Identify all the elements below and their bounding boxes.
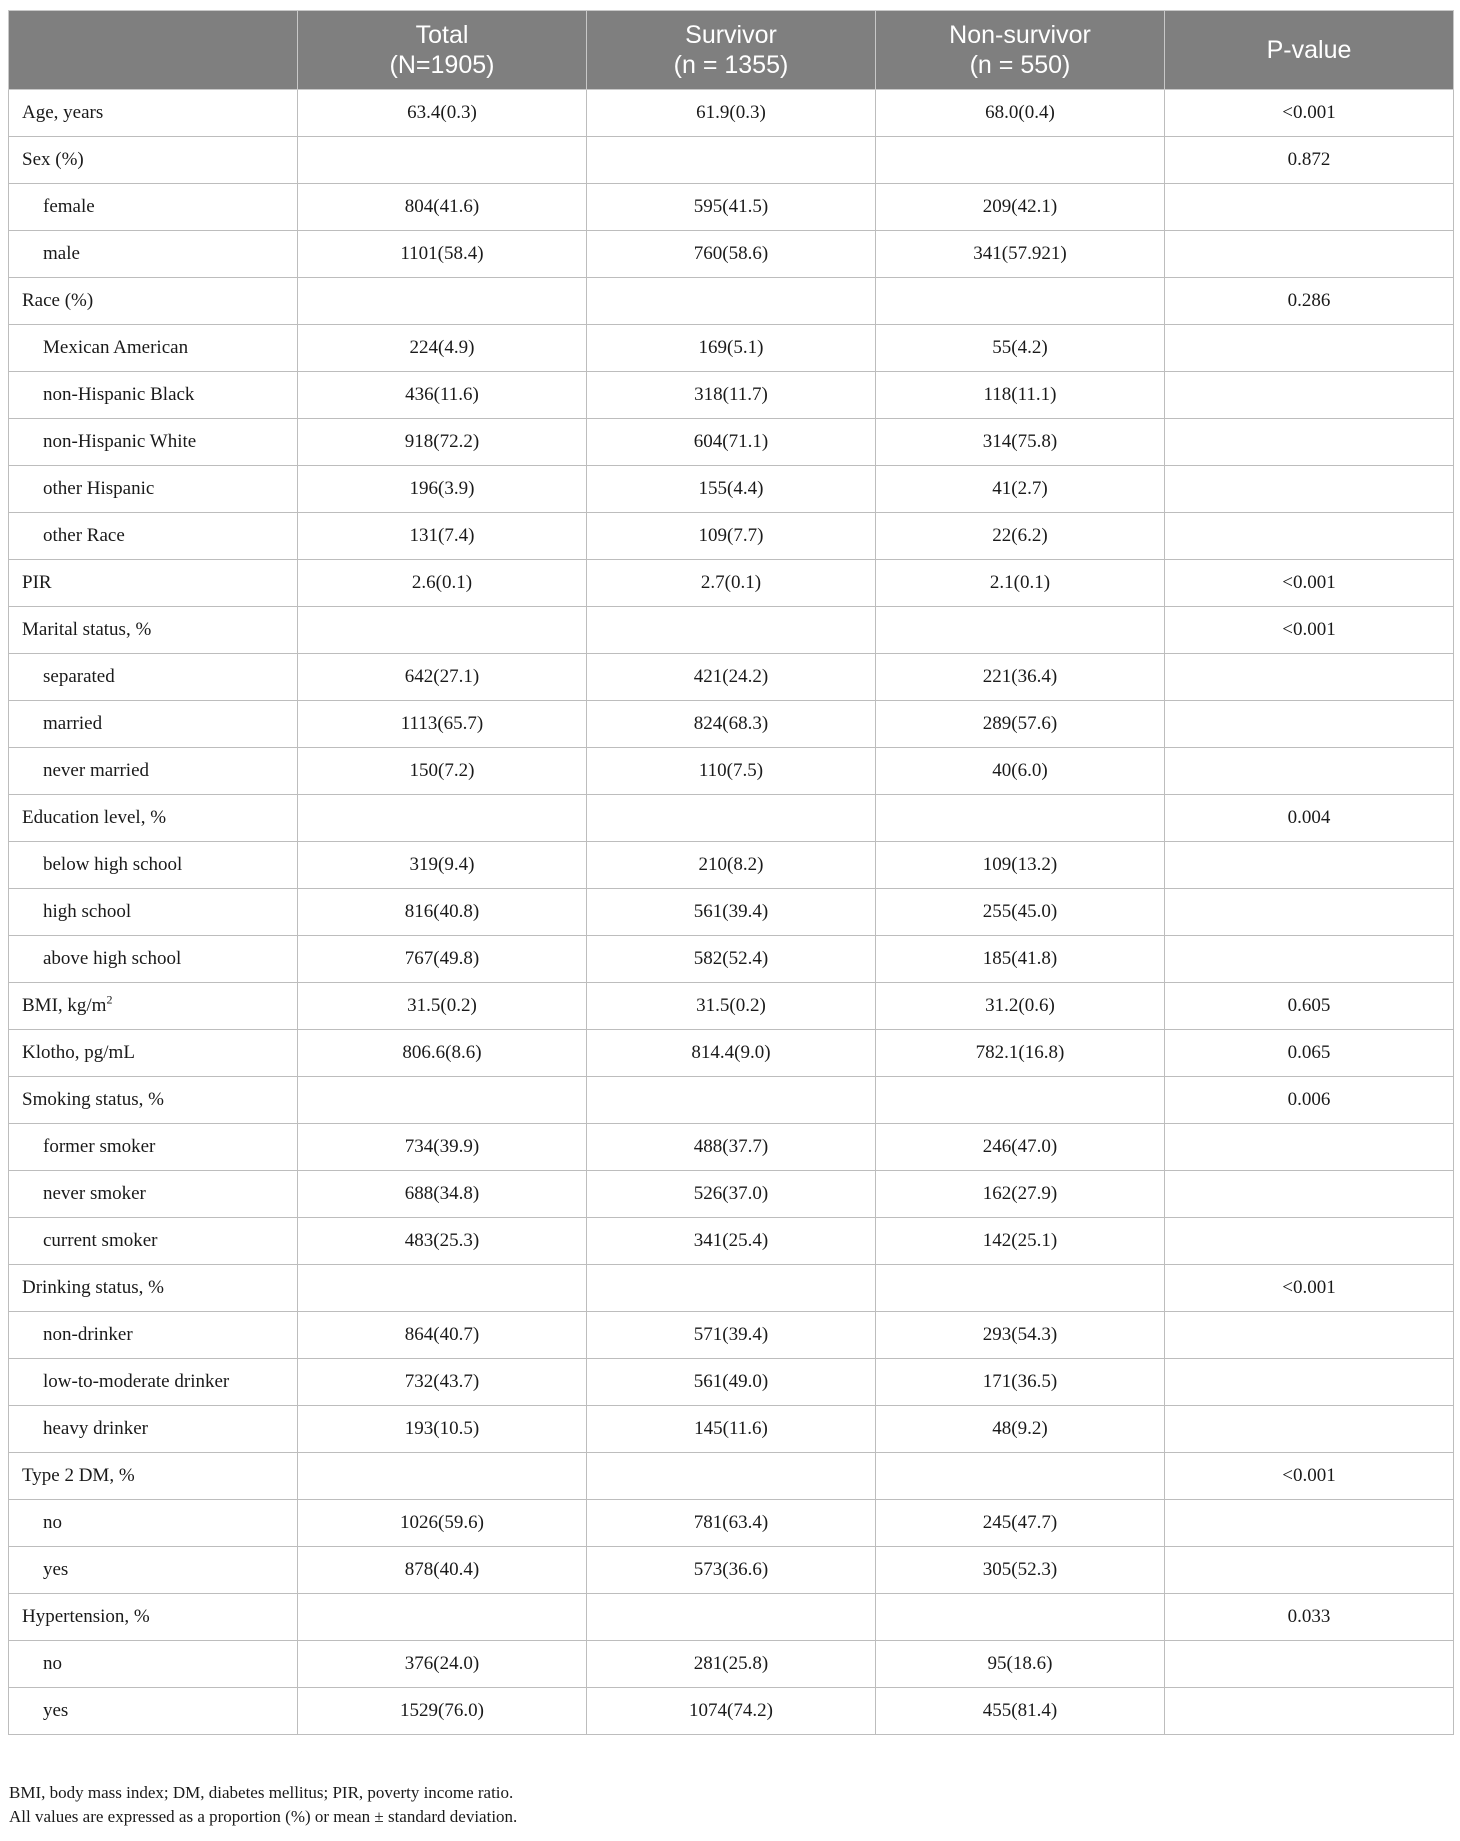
cell-total: 1026(59.6) (298, 1500, 587, 1547)
cell-p-value (1165, 654, 1454, 701)
row-label-text: never married (43, 760, 150, 781)
row-label-text: separated (43, 666, 115, 687)
row-label (9, 1688, 298, 1735)
cell-p-value (1165, 513, 1454, 560)
cell-total: 816(40.8) (298, 889, 587, 936)
table-row (9, 325, 1454, 372)
table-row (9, 1077, 1454, 1124)
cell-total: 1113(65.7) (298, 701, 587, 748)
cell-nonsurvivor: 48(9.2) (876, 1406, 1165, 1453)
cell-survivor (587, 1594, 876, 1641)
row-label-text: non-Hispanic White (43, 431, 197, 452)
row-label (9, 137, 298, 184)
cell-nonsurvivor: 40(6.0) (876, 748, 1165, 795)
cell-survivor: 760(58.6) (587, 231, 876, 278)
header-survivor-count: (n = 1355) (673, 51, 789, 79)
cell-nonsurvivor (876, 795, 1165, 842)
cell-survivor (587, 607, 876, 654)
cell-p-value (1165, 1406, 1454, 1453)
row-label-text: high school (43, 901, 132, 922)
cell-nonsurvivor: 209(42.1) (876, 184, 1165, 231)
cell-p-value: 0.605 (1165, 983, 1454, 1030)
header-survivor-title: Survivor (685, 21, 777, 49)
header-nonsurvivor-count: (n = 550) (969, 51, 1071, 79)
cell-survivor: 318(11.7) (587, 372, 876, 419)
table-row (9, 1171, 1454, 1218)
cell-p-value (1165, 842, 1454, 889)
row-label-text: yes (43, 1559, 69, 1580)
row-label-text: no (43, 1512, 62, 1533)
table-row (9, 90, 1454, 137)
cell-survivor: 824(68.3) (587, 701, 876, 748)
row-label (9, 372, 298, 419)
cell-nonsurvivor: 22(6.2) (876, 513, 1165, 560)
cell-survivor: 281(25.8) (587, 1641, 876, 1688)
table-row (9, 1641, 1454, 1688)
cell-p-value (1165, 372, 1454, 419)
table-row (9, 1500, 1454, 1547)
cell-nonsurvivor: 109(13.2) (876, 842, 1165, 889)
cell-p-value: <0.001 (1165, 607, 1454, 654)
table-row (9, 560, 1454, 607)
cell-survivor: 169(5.1) (587, 325, 876, 372)
cell-survivor (587, 1265, 876, 1312)
cell-survivor: 2.7(0.1) (587, 560, 876, 607)
row-label (9, 1171, 298, 1218)
cell-nonsurvivor: 246(47.0) (876, 1124, 1165, 1171)
cell-survivor: 210(8.2) (587, 842, 876, 889)
cell-nonsurvivor: 118(11.1) (876, 372, 1165, 419)
header-nonsurvivor-title: Non-survivor (949, 21, 1091, 49)
row-label-text: non-Hispanic Black (43, 384, 195, 405)
cell-nonsurvivor: 293(54.3) (876, 1312, 1165, 1359)
row-label-text: Smoking status, % (22, 1089, 164, 1110)
table-row (9, 654, 1454, 701)
cell-p-value: 0.065 (1165, 1030, 1454, 1077)
table-body (9, 90, 1454, 1735)
header-p-value: P-value (1165, 11, 1454, 90)
cell-p-value: <0.001 (1165, 1453, 1454, 1500)
row-label (9, 936, 298, 983)
header-nonsurvivor (876, 11, 1165, 90)
cell-total: 483(25.3) (298, 1218, 587, 1265)
table-row (9, 1030, 1454, 1077)
row-label (9, 983, 298, 1030)
table-header (9, 11, 1454, 90)
cell-total (298, 137, 587, 184)
table-row (9, 137, 1454, 184)
cell-total: 131(7.4) (298, 513, 587, 560)
cell-total: 436(11.6) (298, 372, 587, 419)
cell-p-value (1165, 936, 1454, 983)
row-label-text: Hypertension, % (22, 1606, 150, 1627)
characteristics-table (8, 10, 1454, 1735)
table-row (9, 1453, 1454, 1500)
row-label-text: Education level, % (22, 807, 167, 828)
row-label (9, 795, 298, 842)
table-row (9, 1124, 1454, 1171)
table-row (9, 701, 1454, 748)
row-label-text: other Hispanic (43, 478, 155, 499)
cell-p-value (1165, 1312, 1454, 1359)
table-row (9, 1312, 1454, 1359)
cell-total (298, 1077, 587, 1124)
table-row (9, 1406, 1454, 1453)
cell-total (298, 278, 587, 325)
cell-p-value: 0.004 (1165, 795, 1454, 842)
row-label (9, 701, 298, 748)
cell-total: 193(10.5) (298, 1406, 587, 1453)
row-label-text: Marital status, % (22, 619, 152, 640)
table-row (9, 1688, 1454, 1735)
cell-nonsurvivor: 305(52.3) (876, 1547, 1165, 1594)
cell-total (298, 1453, 587, 1500)
table-row (9, 889, 1454, 936)
cell-nonsurvivor: 221(36.4) (876, 654, 1165, 701)
row-label (9, 1594, 298, 1641)
row-label (9, 607, 298, 654)
cell-survivor: 61.9(0.3) (587, 90, 876, 137)
cell-total: 224(4.9) (298, 325, 587, 372)
row-label-text: Klotho, pg/mL (22, 1042, 135, 1063)
cell-nonsurvivor (876, 1077, 1165, 1124)
table-row (9, 1594, 1454, 1641)
cell-survivor (587, 1453, 876, 1500)
table-footnotes (9, 1781, 1449, 1829)
cell-total: 878(40.4) (298, 1547, 587, 1594)
cell-total: 1529(76.0) (298, 1688, 587, 1735)
cell-survivor: 561(49.0) (587, 1359, 876, 1406)
cell-p-value (1165, 1124, 1454, 1171)
row-label (9, 560, 298, 607)
table-row (9, 372, 1454, 419)
row-label (9, 1547, 298, 1594)
cell-nonsurvivor: 245(47.7) (876, 1500, 1165, 1547)
row-label-text: Race (%) (22, 290, 94, 311)
cell-total: 806.6(8.6) (298, 1030, 587, 1077)
cell-total: 734(39.9) (298, 1124, 587, 1171)
cell-total (298, 607, 587, 654)
table-row (9, 278, 1454, 325)
cell-nonsurvivor (876, 1265, 1165, 1312)
row-label-text: Drinking status, % (22, 1277, 164, 1298)
row-label-text: non-drinker (43, 1324, 133, 1345)
row-label-text: Type 2 DM, % (22, 1465, 135, 1486)
cell-p-value (1165, 1500, 1454, 1547)
row-label (9, 1453, 298, 1500)
row-label (9, 466, 298, 513)
cell-nonsurvivor (876, 278, 1165, 325)
cell-nonsurvivor: 185(41.8) (876, 936, 1165, 983)
row-label-text: above high school (43, 948, 182, 969)
cell-survivor: 561(39.4) (587, 889, 876, 936)
cell-p-value (1165, 1688, 1454, 1735)
cell-p-value (1165, 1218, 1454, 1265)
cell-total: 767(49.8) (298, 936, 587, 983)
table-row (9, 419, 1454, 466)
row-label (9, 1218, 298, 1265)
cell-survivor: 1074(74.2) (587, 1688, 876, 1735)
cell-p-value: <0.001 (1165, 90, 1454, 137)
row-label-text: married (43, 713, 103, 734)
row-label-text: former smoker (43, 1136, 156, 1157)
row-label-text: never smoker (43, 1183, 146, 1204)
row-label (9, 1359, 298, 1406)
cell-survivor: 421(24.2) (587, 654, 876, 701)
cell-nonsurvivor: 41(2.7) (876, 466, 1165, 513)
row-label (9, 1265, 298, 1312)
cell-nonsurvivor: 171(36.5) (876, 1359, 1165, 1406)
cell-nonsurvivor: 341(57.921) (876, 231, 1165, 278)
row-label-text: BMI, kg/m (22, 995, 107, 1016)
row-label-text: PIR (22, 572, 52, 593)
row-label-text: yes (43, 1700, 69, 1721)
cell-p-value (1165, 1359, 1454, 1406)
cell-survivor: 582(52.4) (587, 936, 876, 983)
cell-nonsurvivor: 782.1(16.8) (876, 1030, 1165, 1077)
cell-nonsurvivor: 255(45.0) (876, 889, 1165, 936)
cell-nonsurvivor: 68.0(0.4) (876, 90, 1165, 137)
table-row (9, 983, 1454, 1030)
cell-total (298, 1594, 587, 1641)
cell-p-value (1165, 748, 1454, 795)
row-label (9, 513, 298, 560)
cell-nonsurvivor: 314(75.8) (876, 419, 1165, 466)
cell-nonsurvivor: 455(81.4) (876, 1688, 1165, 1735)
row-label (9, 1312, 298, 1359)
row-label-superscript: 2 (106, 992, 113, 1007)
table-row (9, 936, 1454, 983)
cell-total: 732(43.7) (298, 1359, 587, 1406)
cell-p-value (1165, 419, 1454, 466)
cell-nonsurvivor (876, 1594, 1165, 1641)
header-row (9, 11, 1454, 90)
header-total (298, 11, 587, 90)
footnote-abbreviations: BMI, body mass index; DM, diabetes mellitus; PIR, poverty income ratio. (9, 1783, 514, 1802)
cell-total: 918(72.2) (298, 419, 587, 466)
row-label (9, 184, 298, 231)
row-label (9, 1406, 298, 1453)
header-total-count: (N=1905) (389, 51, 495, 79)
row-label-text: male (43, 243, 80, 264)
cell-total: 376(24.0) (298, 1641, 587, 1688)
table-row (9, 795, 1454, 842)
table-row (9, 1359, 1454, 1406)
cell-p-value (1165, 889, 1454, 936)
row-label (9, 278, 298, 325)
row-label (9, 748, 298, 795)
cell-total: 150(7.2) (298, 748, 587, 795)
cell-p-value (1165, 231, 1454, 278)
row-label-text: other Race (43, 525, 125, 546)
cell-nonsurvivor: 2.1(0.1) (876, 560, 1165, 607)
cell-nonsurvivor: 55(4.2) (876, 325, 1165, 372)
row-label (9, 325, 298, 372)
row-label (9, 654, 298, 701)
cell-survivor: 155(4.4) (587, 466, 876, 513)
row-label-text: female (43, 196, 95, 217)
cell-p-value (1165, 1641, 1454, 1688)
cell-total: 196(3.9) (298, 466, 587, 513)
row-label (9, 842, 298, 889)
cell-survivor: 571(39.4) (587, 1312, 876, 1359)
row-label (9, 1124, 298, 1171)
table-container (8, 10, 1453, 1735)
cell-p-value (1165, 184, 1454, 231)
cell-nonsurvivor (876, 1453, 1165, 1500)
cell-p-value (1165, 701, 1454, 748)
cell-nonsurvivor: 31.2(0.6) (876, 983, 1165, 1030)
cell-survivor (587, 278, 876, 325)
row-label-text: low-to-moderate drinker (43, 1371, 230, 1392)
cell-total: 31.5(0.2) (298, 983, 587, 1030)
cell-total: 864(40.7) (298, 1312, 587, 1359)
cell-survivor: 110(7.5) (587, 748, 876, 795)
cell-p-value (1165, 1171, 1454, 1218)
row-label-text: below high school (43, 854, 183, 875)
row-label-text: heavy drinker (43, 1418, 148, 1439)
table-row (9, 607, 1454, 654)
row-label (9, 90, 298, 137)
cell-nonsurvivor (876, 607, 1165, 654)
cell-total: 804(41.6) (298, 184, 587, 231)
table-row (9, 231, 1454, 278)
row-label (9, 889, 298, 936)
cell-survivor: 109(7.7) (587, 513, 876, 560)
table-row (9, 1265, 1454, 1312)
header-variable (9, 11, 298, 90)
row-label-text: current smoker (43, 1230, 158, 1251)
cell-survivor: 526(37.0) (587, 1171, 876, 1218)
table-row (9, 1547, 1454, 1594)
cell-total: 63.4(0.3) (298, 90, 587, 137)
row-label-text: Age, years (22, 102, 104, 123)
cell-p-value: 0.033 (1165, 1594, 1454, 1641)
table-row (9, 184, 1454, 231)
cell-survivor: 604(71.1) (587, 419, 876, 466)
cell-total: 688(34.8) (298, 1171, 587, 1218)
cell-survivor: 781(63.4) (587, 1500, 876, 1547)
cell-nonsurvivor: 162(27.9) (876, 1171, 1165, 1218)
cell-p-value: 0.006 (1165, 1077, 1454, 1124)
table-row (9, 466, 1454, 513)
cell-nonsurvivor: 289(57.6) (876, 701, 1165, 748)
cell-nonsurvivor (876, 137, 1165, 184)
cell-survivor: 341(25.4) (587, 1218, 876, 1265)
cell-p-value: <0.001 (1165, 560, 1454, 607)
cell-p-value: 0.286 (1165, 278, 1454, 325)
cell-p-value: <0.001 (1165, 1265, 1454, 1312)
row-label (9, 1641, 298, 1688)
cell-survivor: 573(36.6) (587, 1547, 876, 1594)
cell-nonsurvivor: 142(25.1) (876, 1218, 1165, 1265)
row-label (9, 1030, 298, 1077)
cell-p-value (1165, 466, 1454, 513)
cell-survivor: 595(41.5) (587, 184, 876, 231)
cell-total: 642(27.1) (298, 654, 587, 701)
table-row (9, 513, 1454, 560)
cell-total (298, 1265, 587, 1312)
cell-total: 1101(58.4) (298, 231, 587, 278)
footnote-values: All values are expressed as a proportion (%) or mean ± standard deviation. (9, 1807, 518, 1826)
table-row (9, 748, 1454, 795)
cell-survivor: 814.4(9.0) (587, 1030, 876, 1077)
row-label (9, 1500, 298, 1547)
row-label-text: Sex (%) (22, 149, 84, 170)
row-label (9, 1077, 298, 1124)
row-label-text: no (43, 1653, 62, 1674)
cell-p-value (1165, 325, 1454, 372)
header-survivor (587, 11, 876, 90)
cell-survivor (587, 795, 876, 842)
cell-survivor: 488(37.7) (587, 1124, 876, 1171)
cell-p-value: 0.872 (1165, 137, 1454, 184)
row-label (9, 419, 298, 466)
row-label (9, 231, 298, 278)
table-row (9, 842, 1454, 889)
cell-survivor: 31.5(0.2) (587, 983, 876, 1030)
cell-total (298, 795, 587, 842)
row-label-text: Mexican American (43, 337, 189, 358)
table-row (9, 1218, 1454, 1265)
cell-survivor (587, 137, 876, 184)
cell-p-value (1165, 1547, 1454, 1594)
cell-total: 319(9.4) (298, 842, 587, 889)
cell-total: 2.6(0.1) (298, 560, 587, 607)
cell-survivor (587, 1077, 876, 1124)
cell-survivor: 145(11.6) (587, 1406, 876, 1453)
header-total-title: Total (415, 21, 469, 49)
cell-nonsurvivor: 95(18.6) (876, 1641, 1165, 1688)
